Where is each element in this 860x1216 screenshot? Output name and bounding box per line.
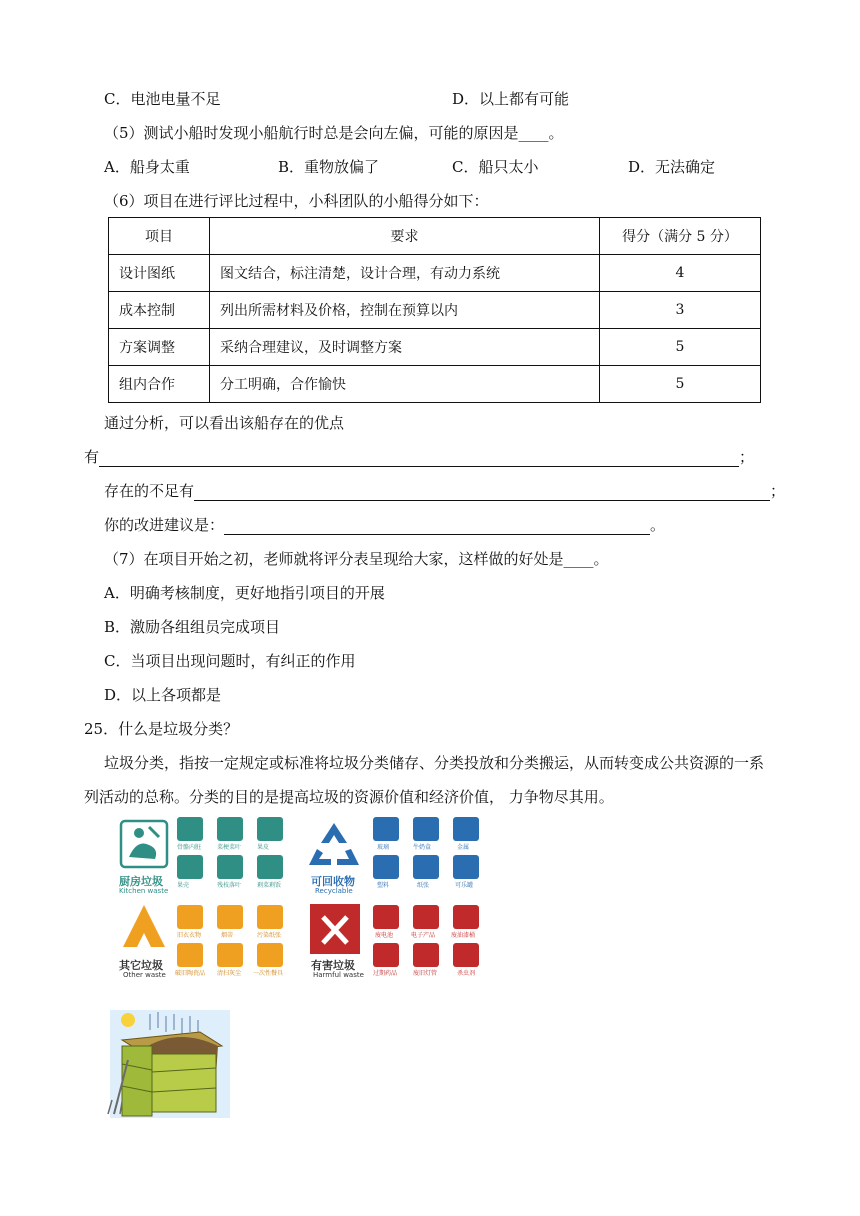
table-cell: 组内合作 <box>109 366 210 403</box>
table-cell: 采纳合理建议，及时调整方案 <box>210 329 600 366</box>
disposable-box-icon <box>257 943 283 967</box>
glass-bottle-icon <box>373 817 399 841</box>
table-cell: 分工明确，合作愉快 <box>210 366 600 403</box>
q7-option-a: A．明确考核制度，更好地指引项目的开展 <box>104 584 385 602</box>
vegetable-icon <box>217 817 243 841</box>
kitchen-item: 菜梗菜叶 <box>217 844 242 851</box>
spray-can-icon <box>453 943 479 967</box>
harmful-item: 废油漆桶 <box>451 932 476 939</box>
kitchen-item: 残枝落叶 <box>217 882 242 889</box>
q6-semicolon: ； <box>739 448 755 466</box>
kitchen-item: 骨骼内脏 <box>177 844 202 851</box>
leaf-icon <box>217 855 243 879</box>
q4-option-d: D．以上都有可能 <box>452 90 570 108</box>
q6-answer-weakness <box>104 481 785 501</box>
table-cell: 4 <box>600 255 761 292</box>
table-cell: 列出所需材料及价格，控制在预算以内 <box>210 292 600 329</box>
q5-stem: （5）测试小船时发现小船航行时总是会向左偏，可能的原因是____。 <box>104 124 564 142</box>
clothes-icon <box>177 905 203 929</box>
q25-paragraph-line2: 列活动的总称。分类的目的是提高垃圾的资源价值和经济价值， 力争物尽其用。 <box>84 788 614 806</box>
table-row <box>109 255 761 292</box>
q7-option-c: C．当项目出现问题时，有纠正的作用 <box>104 652 356 670</box>
table-header: 得分（满分 5 分） <box>600 218 761 255</box>
q25-paragraph-line1: 垃圾分类，指按一定规定或标准将垃圾分类储存、分类投放和分类搬运，从而转变成公共资源的一系 <box>104 754 765 772</box>
table-cell: 3 <box>600 292 761 329</box>
answer-blank-strengths[interactable] <box>99 450 739 467</box>
peel-icon <box>257 817 283 841</box>
compost-bin-illustration <box>100 1006 232 1120</box>
table-cell: 成本控制 <box>109 292 210 329</box>
q7-stem: （7）在项目开始之初，老师就将评分表呈现给大家，这样做的好处是____。 <box>104 550 609 568</box>
q5-option-b: B．重物放偏了 <box>278 158 380 176</box>
recyclable-item: 玻璃 <box>377 844 390 851</box>
kitchen-item: 果皮 <box>257 844 270 851</box>
q4-option-c: C．电池电量不足 <box>104 90 221 108</box>
q5-option-a: A．船身太重 <box>104 158 190 176</box>
other-waste-icon <box>119 903 169 953</box>
q6-you-label: 有 <box>84 448 100 466</box>
cigarette-icon <box>217 905 243 929</box>
ceramic-icon <box>177 943 203 967</box>
score-table <box>108 217 761 403</box>
recyclable-label: 可回收物 <box>311 875 355 888</box>
paint-bucket-icon <box>453 905 479 929</box>
recyclable-item: 塑料 <box>377 882 390 889</box>
battery-icon <box>373 905 399 929</box>
tissue-icon <box>257 905 283 929</box>
plastic-bottle-icon <box>373 855 399 879</box>
kitchen-waste-label: 厨房垃圾 <box>119 875 163 888</box>
metal-gear-icon <box>453 817 479 841</box>
table-cell: 设计图纸 <box>109 255 210 292</box>
harmful-item: 过期药品 <box>373 970 398 977</box>
recyclable-en: Recyclable <box>315 887 353 895</box>
table-header-row <box>109 218 761 255</box>
harmful-waste-en: Harmful waste <box>313 971 364 979</box>
q5-option-c: C．船只太小 <box>452 158 539 176</box>
q6-period: 。 <box>650 516 666 534</box>
broom-icon <box>217 943 243 967</box>
phone-icon <box>413 905 439 929</box>
other-item: 破旧陶瓷品 <box>175 970 206 977</box>
answer-blank-suggestion[interactable] <box>224 518 650 535</box>
q6-answer-strengths <box>84 447 754 467</box>
paper-icon <box>413 855 439 879</box>
q25-stem: 25．什么是垃圾分类？ <box>84 720 239 738</box>
q6-suggest-label: 你的改进建议是： <box>104 516 225 534</box>
table-row <box>109 366 761 403</box>
other-item: 污染纸张 <box>257 932 282 939</box>
answer-blank-weakness[interactable] <box>194 484 770 501</box>
q6-stem: （6）项目在进行评比过程中，小科团队的小船得分如下： <box>104 192 489 210</box>
other-item: 清扫灰尘 <box>217 970 242 977</box>
harmful-item: 杀虫剂 <box>457 970 476 977</box>
q6-analysis: 通过分析，可以看出该船存在的优点 <box>104 414 345 432</box>
harmful-item: 电子产品 <box>411 932 436 939</box>
other-waste-label: 其它垃圾 <box>119 959 163 972</box>
q6-semicolon: ； <box>770 482 786 500</box>
milk-carton-icon <box>413 817 439 841</box>
recyclable-item: 纸张 <box>417 882 430 889</box>
kitchen-item: 果壳 <box>177 882 190 889</box>
harmful-item: 废电池 <box>375 932 394 939</box>
harmful-item: 废旧灯管 <box>413 970 438 977</box>
medicine-icon <box>373 943 399 967</box>
table-header: 要求 <box>210 218 600 255</box>
other-item: 烟蒂 <box>221 932 234 939</box>
table-cell: 方案调整 <box>109 329 210 366</box>
table-cell: 图文结合，标注清楚，设计合理，有动力系统 <box>210 255 600 292</box>
lamp-tube-icon <box>413 943 439 967</box>
table-cell: 5 <box>600 366 761 403</box>
bone-icon <box>177 817 203 841</box>
kitchen-item: 剩菜剩饭 <box>257 882 282 889</box>
q6-weak-label: 存在的不足有 <box>104 482 195 500</box>
kitchen-waste-en: Kitchen waste <box>119 887 169 895</box>
harmful-waste-label: 有害垃圾 <box>311 959 355 972</box>
recyclable-item: 金属 <box>457 844 470 851</box>
q5-option-d: D．无法确定 <box>628 158 716 176</box>
other-item: 一次性餐具 <box>253 970 284 977</box>
table-row <box>109 329 761 366</box>
harmful-waste-icon <box>309 903 361 955</box>
recyclable-item: 牛奶盒 <box>413 844 432 851</box>
recyclable-item: 可乐罐 <box>455 882 474 889</box>
table-header: 项目 <box>109 218 210 255</box>
table-row <box>109 292 761 329</box>
other-item: 旧衣衣物 <box>177 932 202 939</box>
kitchen-waste-icon <box>119 819 169 869</box>
q6-answer-suggestion <box>104 515 665 535</box>
shell-icon <box>177 855 203 879</box>
q7-option-d: D．以上各项都是 <box>104 686 222 704</box>
table-cell: 5 <box>600 329 761 366</box>
q7-option-b: B．激励各组组员完成项目 <box>104 618 281 636</box>
can-icon <box>453 855 479 879</box>
recycle-icon <box>307 819 361 871</box>
waste-classification-figure <box>115 815 481 983</box>
other-waste-en: Other waste <box>123 971 166 979</box>
leftovers-icon <box>257 855 283 879</box>
